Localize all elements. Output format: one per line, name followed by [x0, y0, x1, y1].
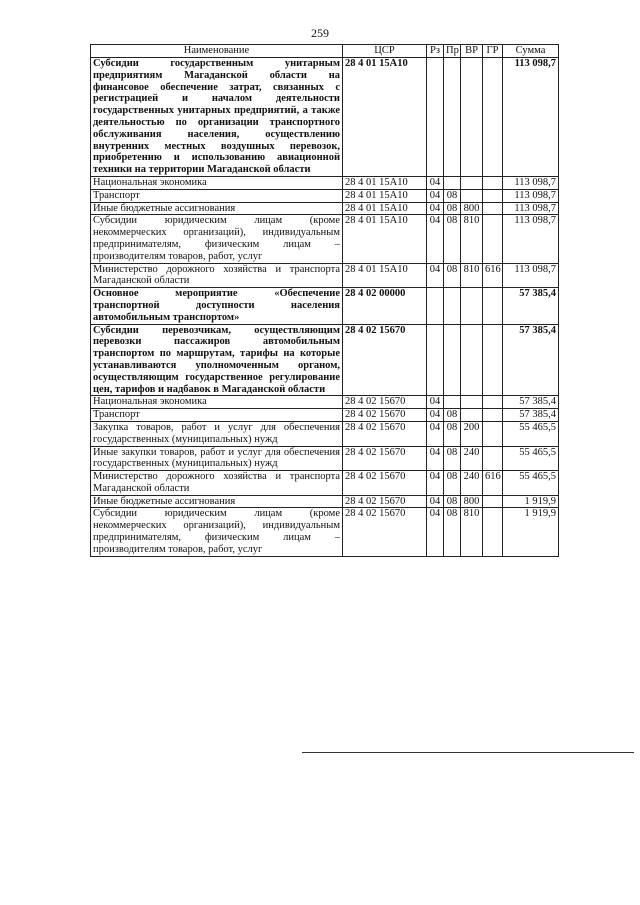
- table-row: [91, 189, 559, 202]
- cell-vr: 810: [461, 508, 483, 556]
- cell-pr: 08: [444, 421, 461, 446]
- cell-pr: 08: [444, 508, 461, 556]
- cell-gr: 616: [483, 471, 503, 496]
- cell-name: Субсидии юридическим лицам (кроме некоммерческих организаций), индивидуальным предпринимателям, физическим лицам – производителям товаров, работ, услуг: [91, 215, 343, 263]
- table-row: [91, 495, 559, 508]
- cell-name: Иные бюджетные ассигнования: [91, 495, 343, 508]
- cell-vr: [461, 176, 483, 189]
- cell-vr: [461, 324, 483, 396]
- cell-pr: 08: [444, 409, 461, 422]
- cell-vr: 800: [461, 202, 483, 215]
- cell-pr: 08: [444, 215, 461, 263]
- cell-rz: 04: [427, 508, 444, 556]
- cell-csr: 28 4 02 15670: [343, 471, 427, 496]
- table-row: [91, 58, 559, 177]
- cell-csr: 28 4 02 15670: [343, 508, 427, 556]
- table-row: [91, 263, 559, 288]
- table-row: [91, 471, 559, 496]
- cell-vr: 240: [461, 471, 483, 496]
- page-number: 259: [311, 26, 329, 40]
- cell-name: Основное мероприятие «Обеспечение транспортной доступности населения автомобильным транспортом»: [91, 288, 343, 324]
- cell-rz: 04: [427, 409, 444, 422]
- cell-gr: [483, 288, 503, 324]
- cell-gr: [483, 409, 503, 422]
- cell-rz: 04: [427, 215, 444, 263]
- cell-gr: [483, 495, 503, 508]
- header-csr: ЦСР: [343, 45, 427, 58]
- cell-pr: 08: [444, 202, 461, 215]
- cell-gr: [483, 215, 503, 263]
- cell-rz: 04: [427, 495, 444, 508]
- cell-pr: [444, 324, 461, 396]
- cell-gr: 616: [483, 263, 503, 288]
- cell-rz: 04: [427, 189, 444, 202]
- cell-name: Иные закупки товаров, работ и услуг для обеспечения государственных (муниципальных) нужд: [91, 446, 343, 471]
- cell-sum: 57 385,4: [503, 396, 559, 409]
- cell-gr: [483, 508, 503, 556]
- cell-name: Субсидии юридическим лицам (кроме некоммерческих организаций), индивидуальным предпринимателям, физическим лицам – производителям товаров, работ, услуг: [91, 508, 343, 556]
- cell-csr: 28 4 01 15А10: [343, 215, 427, 263]
- cell-name: Иные бюджетные ассигнования: [91, 202, 343, 215]
- cell-gr: [483, 189, 503, 202]
- cell-pr: [444, 396, 461, 409]
- cell-gr: [483, 421, 503, 446]
- cell-vr: 240: [461, 446, 483, 471]
- cell-pr: 08: [444, 471, 461, 496]
- cell-sum: 55 465,5: [503, 421, 559, 446]
- table-row: [91, 446, 559, 471]
- cell-csr: 28 4 02 15670: [343, 421, 427, 446]
- table-row: [91, 288, 559, 324]
- cell-gr: [483, 396, 503, 409]
- header-row: [91, 45, 559, 58]
- cell-name: Транспорт: [91, 189, 343, 202]
- cell-pr: [444, 288, 461, 324]
- cell-pr: 08: [444, 189, 461, 202]
- cell-gr: [483, 446, 503, 471]
- header-pr: Пр: [444, 45, 461, 58]
- cell-rz: [427, 58, 444, 177]
- cell-csr: 28 4 02 15670: [343, 495, 427, 508]
- cell-csr: 28 4 01 15А10: [343, 263, 427, 288]
- cell-sum: 113 098,7: [503, 189, 559, 202]
- cell-csr: 28 4 02 15670: [343, 446, 427, 471]
- cell-vr: 800: [461, 495, 483, 508]
- table-row: [91, 396, 559, 409]
- cell-name: Министерство дорожного хозяйства и транспорта Магаданской области: [91, 471, 343, 496]
- header-sum: Сумма: [503, 45, 559, 58]
- cell-sum: 113 098,7: [503, 176, 559, 189]
- cell-sum: 1 919,9: [503, 495, 559, 508]
- cell-csr: 28 4 02 00000: [343, 288, 427, 324]
- cell-name: Транспорт: [91, 409, 343, 422]
- cell-csr: 28 4 01 15А10: [343, 58, 427, 177]
- cell-gr: [483, 176, 503, 189]
- cell-name: Национальная экономика: [91, 176, 343, 189]
- cell-name: Национальная экономика: [91, 396, 343, 409]
- cell-rz: 04: [427, 176, 444, 189]
- table-row: [91, 421, 559, 446]
- cell-vr: [461, 189, 483, 202]
- cell-gr: [483, 202, 503, 215]
- cell-sum: 55 465,5: [503, 471, 559, 496]
- cell-pr: 08: [444, 495, 461, 508]
- table-row: [91, 508, 559, 556]
- table-row: [91, 215, 559, 263]
- cell-csr: 28 4 01 15А10: [343, 202, 427, 215]
- cell-sum: 113 098,7: [503, 58, 559, 177]
- cell-sum: 57 385,4: [503, 288, 559, 324]
- cell-sum: 113 098,7: [503, 202, 559, 215]
- cell-pr: 08: [444, 446, 461, 471]
- table-row: [91, 176, 559, 189]
- cell-vr: 810: [461, 263, 483, 288]
- cell-gr: [483, 58, 503, 177]
- cell-rz: 04: [427, 396, 444, 409]
- table-row: [91, 409, 559, 422]
- cell-pr: [444, 176, 461, 189]
- cell-rz: 04: [427, 471, 444, 496]
- cell-name: Министерство дорожного хозяйства и транспорта Магаданской области: [91, 263, 343, 288]
- cell-sum: 1 919,9: [503, 508, 559, 556]
- cell-sum: 55 465,5: [503, 446, 559, 471]
- table-row: [91, 324, 559, 396]
- table-body: [91, 58, 559, 557]
- cell-vr: [461, 409, 483, 422]
- cell-sum: 113 098,7: [503, 215, 559, 263]
- cell-sum: 57 385,4: [503, 409, 559, 422]
- cell-csr: 28 4 02 15670: [343, 324, 427, 396]
- cell-vr: [461, 58, 483, 177]
- table-row: [91, 202, 559, 215]
- cell-name: Субсидии государственным унитарным предприятиям Магаданской области на финансовое обеспечение затрат, связанных с регистрацией и началом деятельности государственных унитарных предприятий, а также деятельностью по организации транспортного обслуживания населения, осуществлению внутренних местных воздушных перевозок, приобретению и использованию авиационной техники на территории Магаданской области: [91, 58, 343, 177]
- cell-pr: 08: [444, 263, 461, 288]
- header-rz: Рз: [427, 45, 444, 58]
- cell-vr: [461, 396, 483, 409]
- cell-rz: 04: [427, 263, 444, 288]
- cell-vr: 200: [461, 421, 483, 446]
- cell-pr: [444, 58, 461, 177]
- cell-csr: 28 4 01 15А10: [343, 189, 427, 202]
- header-gr: ГР: [483, 45, 503, 58]
- cell-sum: 57 385,4: [503, 324, 559, 396]
- cell-vr: 810: [461, 215, 483, 263]
- cell-vr: [461, 288, 483, 324]
- cell-csr: 28 4 02 15670: [343, 409, 427, 422]
- cell-sum: 113 098,7: [503, 263, 559, 288]
- cell-name: Закупка товаров, работ и услуг для обеспечения государственных (муниципальных) нужд: [91, 421, 343, 446]
- cell-rz: 04: [427, 446, 444, 471]
- cell-rz: [427, 288, 444, 324]
- cell-csr: 28 4 02 15670: [343, 396, 427, 409]
- cell-rz: 04: [427, 421, 444, 446]
- cell-gr: [483, 324, 503, 396]
- cell-csr: 28 4 01 15А10: [343, 176, 427, 189]
- header-vr: ВР: [461, 45, 483, 58]
- header-name: Наименование: [91, 45, 343, 58]
- cell-rz: [427, 324, 444, 396]
- bottom-divider: [302, 752, 634, 753]
- budget-table: [90, 44, 559, 557]
- cell-name: Субсидии перевозчикам, осуществляющим перевозки пассажиров автомобильным транспортом по маршрутам, тарифы на которые устанавливаются уполномоченным органом, осуществляющим государственное регулирование цен, тарифов и надбавок в Магаданской области: [91, 324, 343, 396]
- cell-rz: 04: [427, 202, 444, 215]
